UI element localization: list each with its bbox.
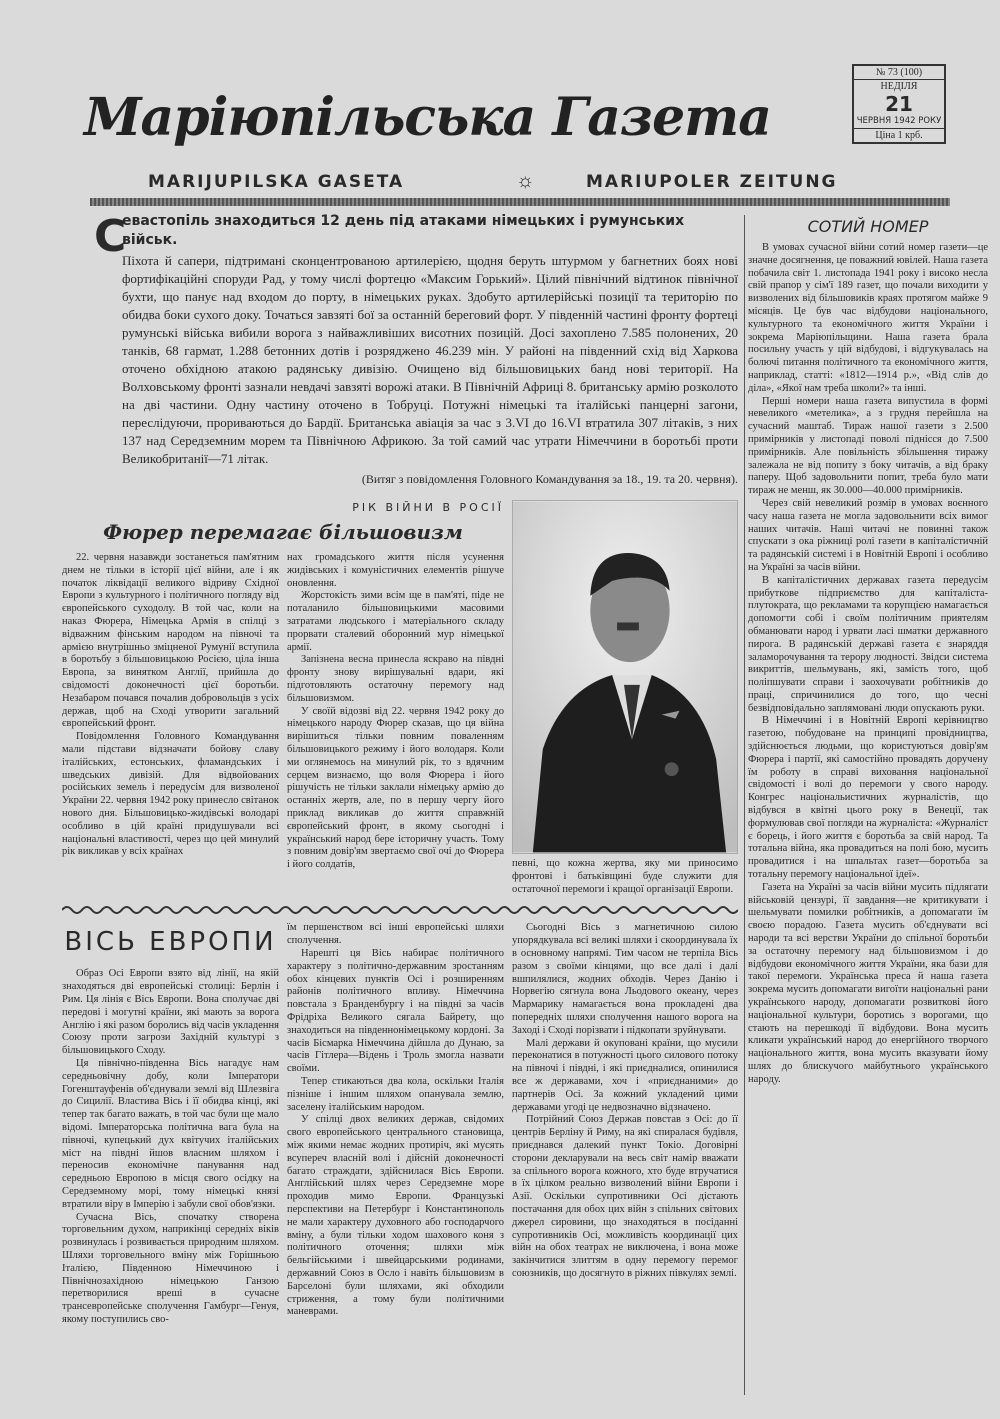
masthead-subtitle-german: MARIUPOLER ZEITUNG [586,172,838,192]
portrait-photo [512,500,738,854]
paragraph: нах громадського життя після усунення жидівських і комуністичних елементів рішуче оновлення. [287,552,504,589]
axis-column-3 [512,922,738,1326]
paragraph: певні, що кожна жертва, яку ми приносимо фронтові і батьківщині буде служити для остаточної перемоги і кращої організації Европи. [512,858,738,895]
paragraph: Образ Осі Европи взято від лінії, на якій знаходяться дві европейські столиці: Берлін і Рим. Ця лінія є Вісь Европи. Вона сполучає дві передові і могутні країни, які мають за ворога Англію і які разом боролись від часів укладення Союзу проти загрози Західній культурі з більшовицького Сходу. [62,968,279,1057]
article-headline: Фюрер перемагає більшовизм [103,520,463,544]
axis-article [62,922,738,1326]
hundredth-issue-article [748,242,988,1087]
paragraph: Перші номери наша газета випустила в формі невеликого «метелика», а з грудня перейшла на сучасний маштаб. Тираж нашої газети з 2.500 примірників у листопаді поволі піднісся до 7.500 примірників. Але повільність збільшення тиражу залежала не від попиту з боку читачів, а від браку паперу. Щоб задовольнити попит, треба було мати тираж не менш, як 30.000—40.000 примірників. [748,395,988,497]
paragraph: Запізнена весна принесла яскраво на півдні фронту знову вирішувальні вдари, які підготовляють остаточну перемогу над більшовизмом. [287,654,504,704]
wavy-divider [62,904,738,916]
paragraph: У своїй відозві від 22. червня 1942 року до німецького народу Фюрер сказав, що ця війна вирішиться тільки повним поваленням більшовицького режиму і його володаря. Коли ми оглянемось на минулий рік, то з вдячним серцем визнаємо, що воля Фюрера і його рішучість не тільки заклали німецьку армію до останніх жертв, але, по в першу чергу його приклад викликав до життя справжній європейський фронт, в якому сьогодні і український народ бере історичну участь. Тому з повним довір'ям звертаємо свої очі до Фюрера і його солдатів, [287,705,504,871]
paragraph: В Німеччині і в Новітній Европі керівництво газетою, побудоване на принципі провідництва, здійснюється людьми, що користуються довір'ям Фюрера і партії, які самостійно провадять доручену їм роботу в справі виховання національної свідомості і волі до перемоги у свого народу. Конгрес національистичних журналістів, що відбувся в квітні цього року в Венеції, так формулював свої погляди на журналіста: «Журналіст є борець, і його життя є боротьба за свій народ. Та тотальна війна, яка провадиться на полі бою, мусить провадитися і на шпальтах газет—боротьба за тотальну перемогу національної ідеї». [748,715,988,881]
drop-cap: С [94,211,127,262]
fuhrer-column-3 [512,858,738,896]
header-divider [90,198,950,206]
day-number: 21 [885,92,913,116]
fuhrer-column-1 [62,552,279,872]
axis-column-2 [287,922,504,1326]
paragraph: їм першенством всі інші европейські шляхи сполучення. [287,922,504,947]
paragraph: 22. червня назавжди зостанеться пам'ятним днем не тільки в історії цієї війни, але і як початок ліквідації великого відриву Східної Европи з культурного і політичного погляду від європейського суходолу. В той час, коли на наказ Фюрера, Німецька Армія в спілці з відважним фінським народом на півночі та армією внутрішньо зміцненої Румунії вступила в боротьбу з більшовицькою Росією, ціла інша Европа, за винятком Англії, прийшла до свідомості доконечності цієї боротьби. Незабаром почався почалив добровольців з усіх держав, щоб на Сході утворити загальний європейський фронт. [62,552,279,730]
paragraph: Сьогодні Вісь з магнетичною силою упорядкувала всі великі шляхи і скоординувала їх в основному напрямі. Тим часом не терпіла Вісь разом з своїми кінцями, що все далі і далі вшпилялися, жодних обходів. Через Данію і Норвегію сягнула вона Льодового океану, через Мармарику намагається вона прокладені два попередніх шляхи сполучення нашого ворога на Заході і Сході порізвати і підкопати зруйнувати. [512,922,738,1036]
bulletin-source: (Витяг з повідомлення Головного Командування за 18., 19. та 20. червня). [361,472,738,486]
fuhrer-article [62,500,738,896]
paragraph: Сучасна Вісь, спочатку створена торговельним духом, наприкінці середніх віків розвинулась і розвивається природним шляхом. Шляхи торговельного вміну між Горішньою Італією, Південною Німеччиною і Північнозахідною німецькою Ганзою перетворилися вреші в сучасне трансевропейське сполучення Гамбург—Генуя, якому поступились сво- [62,1211,279,1325]
column-divider [744,215,745,1395]
masthead-title: Маріюпільська Газета [84,87,771,148]
issue-number: № 73 (100) [875,67,923,78]
paragraph: Ця північно-південна Вісь нагадує нам середньовічну добу, коли Імператори Гогенштауфенів об'єднували землі від Шлезвіга до Сицилії. Властива Вісь і її обидва кінці, які тепер так багато важать, в той час були ще мало відомі. Імператорська політична вага була на півночі, купецький дух квітучих італійських міст на півдні йшов власним шляхом і переносив економічне панування над середньою Европою в місця свого осідку на Середземному морі, тому німецькі князі втратили віру в Імперію і забули свої обов'язки. [62,1057,279,1210]
paragraph: Через свій невеликий розмір в умовах воєнного часу наша газета не могла задовольнити всіх вимог наших читачів. Наші читачі не повинні також спускати з ока ріжниці ролі газети в капіталістичній та радянській системі і в Новітній Европі і особливо на Україні за часів війни. [748,497,988,573]
month-year: ЧЕРВНЯ 1942 РОКУ [856,116,942,126]
axis-column-1 [62,922,279,1326]
article-kicker: РІК ВІЙНИ В РОСІЇ [352,501,504,514]
axis-headline: ВІСЬ ЕВРОПИ [64,927,277,958]
paragraph: Тепер стикаються два кола, оскільки Італія пізніше і іншим шляхом опанувала землю, заселену італійським народом. [287,1075,504,1113]
paragraph: Малі держави й окуповані країни, що мусили переконатися в потужності цього силового потоку на півночі і півдні, і які приєдналися, опинилися все ж державами, хоч і «приєднаними» до партнерів Осі. За кожний укладений цими державами угоді це недвозначно відзначено. [512,1037,738,1113]
masthead-subtitle-latin: MARIJUPILSKA GASETA [148,172,405,192]
paragraph: Повідомлення Головного Командування мали підстави відзначати бойову славу італійських, естонських, фламандських і шведських дивізій. Для відвойованих російських земель і передусім для визволеної України 22. червня 1942 року принесло світанок нового дня. Більшовицько-жидівські володарі особливо в цій країні придушували всі національні властивості, через що цей минулий рік викликав у всіх країнах [62,731,279,858]
weekday: НЕДІЛЯ [854,79,944,93]
bulletin-headline: евастопіль знаходиться 12 день під атаками німецьких і румунських військ. [122,213,685,248]
price: Ціна 1 крб. [854,128,944,142]
bulletin-body: Піхота й сапери, підтримані сконцентрованою артилерією, щодня беруть штурмом у багнетних боях нові фортифікаційні споруди Рад, у тому числі фортецю «Максим Горький». Цілий північний відтинок північної бухти, що панує над входом до порту, в німецьких руках. Здобуто артилерійські позиції та територію по обидва боки сухого доку. Точаться завзяті бої за останній береговий форт. У південній частині фронту фортеці румунські війська вибили ворога з найважливіших висотних позицій. Досі захоплено 7.585 полонених, 20 танків, 68 гармат, 1.288 бетонних дотів і розряджено 46.239 мін. У районі на південний схід від Харкова оточено обхідною атакою радянську дивізію. Очищено від більшовицьких банд нові території. На Волховському фронті зазнали невдачі завзяті ворожі атаки. В Північній Африці 8. британську армію розколото на дві частини. Одну частину оточено в Тобруці. Потужні німецькі та італійські панцерні загони, переслідуючи, прориваються до Бардії. Британська авіація за час з 3.VI до 16.VI втратила 307 літаків, з них 137 над Середземним морем та Північною Африкою. За той самий час утрати Німеччини в боротьбі проти Великобританії—71 літак. [122,253,738,466]
paragraph: У спілці двох великих держав, свідомих свого европейського центрального становища, між якими немає жодних протиріч, які мусять всупереч власній волі і дійсній доконечності багато страждати, здійснилася Вісь Европи. Англійський шлях через Середземне море проходив мимо Европи. Французькі перспективи на Петербург і Константинополь не мали характеру духовного або господарчого вміну, а були тільки ходом шахового коня з політичного оточення; шляхи між бельгійськими і швейцарськими родинами, державний Союз в Осло і навіть більшовизм в Барселоні були шляхами, які обходили стриження, а тому були політичними маневрами. [287,1114,504,1318]
paragraph: В капіталістичних державах газета передусім прибуткове підприємство для капіталіста-плутократа, що рекламами та корупцією намагається допомогти собі і своїм політичним приятелям обманювати народ і урвати ласі шматки державного пирога. В радянській державі газета є знаряддя заламорочування та терору людності. Звідси система викриттів, шельмувань, які, замість того, щоб поліпшувати справи і заохочувати робітників до праці, спричинилися до того, що чесні безвідповідально заплямовані люди опускають руки. [748,574,988,714]
paragraph: Газета на Україні за часів війни мусить підлягати військовій цензурі, її завдання—не критикувати і шельмувати помилки робітників, а допомагати їм своєю порадою. Газета мусить об'єднувати всі народи та всі верстви України до спільної боротьби за остаточну перемогу над більшовизмом і до відбудови економічного життя України, яка бази для такої перемоги. Українська преса й наша газета зокрема мусить допомагати вигоїти національні рани українського народу, допомагати розвиткові його національної культури, боротись з ворогами, що стають на перешкоді її відбудови. Вона мусить кликати український народ до енергійного творчого національного життя, вона мусить вказувати йому шлях до блискучого майбутнього українського народу. [748,881,988,1085]
paragraph: Жорстокість зими всім ще в пам'яті, піде не поталанило більшовицькими масовими затратами людського і матеріального складу прорвати сталевий оборонний мур німецької армії. [287,590,504,653]
main-left-area [62,212,738,1327]
sun-ornament-icon: ☼ [516,170,535,192]
sevastopol-bulletin [94,211,738,488]
paragraph: Нарешті ця Вісь набирає політичного характеру з політично-державним зростанням обох кінцевих пунктів Осі і розширенням районів політичного впливу. Німеччина повстала з Бранденбургу і на півдні за часів Фрідріха Великого сягала Байрету, що знаходиться на південнонімецькому кордоні. За часів Бісмарка Німеччина дійшла до Дунаю, за часів Гітлера—Відень і Троль змогла назвати своїми. [287,947,504,1075]
paragraph: Потрійний Союз Держав повстав з Осі: до її центрів Берліну й Риму, на які спиралася будівля, приєднався далекий пункт Токіо. Договірні сторони декларували на весь світ намір вважати за спільного ворога кожного, хто буде втручатися в їх цілком реально визволений війни Европи і Азії. Оскільки супротивники Осі дістають постачання для обох цих війн з спільних світових джерел сировини, що знаходяться в посіданні супротивників Осі, можливість координації цих війн на обох театрах не виключена, і вона може закінчитися злиттям в одну перемогу перемог союзників, що досягнуто в ріжних півкулях землі. [512,1114,738,1279]
hundredth-issue-title: СОТИЙ НОМЕР [807,217,929,236]
issue-date-box [852,64,946,144]
paragraph: В умовах сучасної війни сотий номер газети—це значне досягнення, це поважний ювілей. Наша газета побачила світ 1. листопада 1941 року і високо несла свій прапор у сім'ї 189 газет, що почали виходити у визволених від більшовиків краях протягом майже 9 місяців. Це був час відбудови національного, культурного та економічного життя України і зокрема Маріюпільщини. Наша газета брала посильну участь у цій відбудові, і відгукувалась на болючі питання політичного та економічного життя, наприклад, статті: «1812—1914 р.», «Від слів до діла», «Якої нам треба школи?» та інші. [748,242,988,394]
fuhrer-column-2 [287,552,504,872]
portrait-image-icon [513,501,737,853]
